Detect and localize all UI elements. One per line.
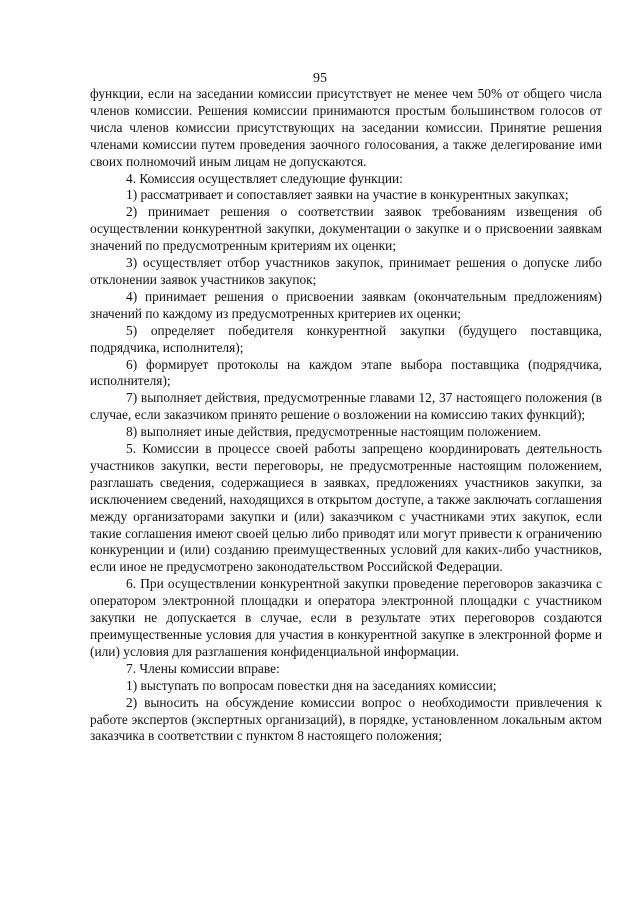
paragraph-clause-7-item-1: 1) выступать по вопросам повестки дня на заседаниях комиссии; xyxy=(126,677,497,693)
paragraph-clause-4-item-6: 6) формирует протоколы на каждом этапе выбора поставщика (подрядчика, исполнителя); xyxy=(90,356,602,389)
paragraph-clause-4-item-8: 8) выполняет иные действия, предусмотренные настоящим положением. xyxy=(126,424,542,440)
paragraph-clause-4-item-1: 1) рассматривает и сопоставляет заявки на участие в конкурентных закупках; xyxy=(126,187,569,203)
document-body xyxy=(90,86,602,745)
paragraph-clause-7: 7. Члены комиссии вправе: xyxy=(126,660,280,676)
paragraph-clause-7-item-2: 2) выносить на обсуждение комиссии вопрос о необходимости привлечения к работе экспертов (экспертных организаций), в порядке, установленном локальным актом заказчика в соответствии с пунктом 8 настоящего положения; xyxy=(90,694,602,744)
paragraph-clause-6: 6. При осуществлении конкурентной закупки проведение переговоров заказчика с оператором электронной площадки и оператора электронной площадки с участником закупки не допускается в случае, если в результате этих переговоров создаются преимущественные условия для участия в конкурентной закупке в электронной форме и (или) условия для разглашения конфиденциальной информации. xyxy=(90,576,602,659)
paragraph-clause-4-item-7: 7) выполняет действия, предусмотренные главами 12, 37 настоящего положения (в случае, если заказчиком принято решение о возложении на комиссию таких функций); xyxy=(90,390,602,423)
paragraph-clause-5: 5. Комиссии в процессе своей работы запрещено координировать деятельность участников закупки, вести переговоры, не предусмотренные настоящим положением, разглашать сведения, содержащиеся в заявках, предложениях участников закупки, за исключением сведений, находящихся в открытом доступе, а также заключать соглашения между организаторами закупки и (или) заказчиком с участниками этих закупок, если такие соглашения имеют своей целью либо приводят или могут привести к ограничению конкуренции и (или) созданию преимущественных условий для каких-либо участников, если иное не предусмотрено законодательством Российской Федерации. xyxy=(90,441,602,575)
paragraph-clause-4-item-2: 2) принимает решения о соответствии заявок требованиям извещения об осуществлении конкурентной закупки, документации о закупке и о присвоении заявкам значений по предусмотренным критериям их оценки; xyxy=(90,204,602,254)
page-number: 95 xyxy=(313,71,327,86)
paragraph-clause-4-item-5: 5) определяет победителя конкурентной закупки (будущего поставщика, подрядчика, исполнителя); xyxy=(90,322,602,355)
paragraph-clause-4-item-4: 4) принимает решения о присвоении заявкам (окончательным предложениям) значений по каждому из предусмотренных критериев их оценки; xyxy=(90,288,602,321)
paragraph-clause-4-item-3: 3) осуществляет отбор участников закупок, принимает решения о допуске либо отклонении заявок участников закупок; xyxy=(90,255,602,287)
paragraph-continuation: функции, если на заседании комиссии присутствует не менее чем 50% от общего числа членов комиссии. Решения комиссии принимаются простым большинством голосов от числа членов комиссии присутствующих на заседании комиссии. Принятие решения членами комиссии путем проведения заочного голосования, а также делегирование ими своих полномочий иным лицам не допускаются. xyxy=(90,86,602,169)
paragraph-clause-4: 4. Комиссия осуществляет следующие функции: xyxy=(126,170,403,186)
